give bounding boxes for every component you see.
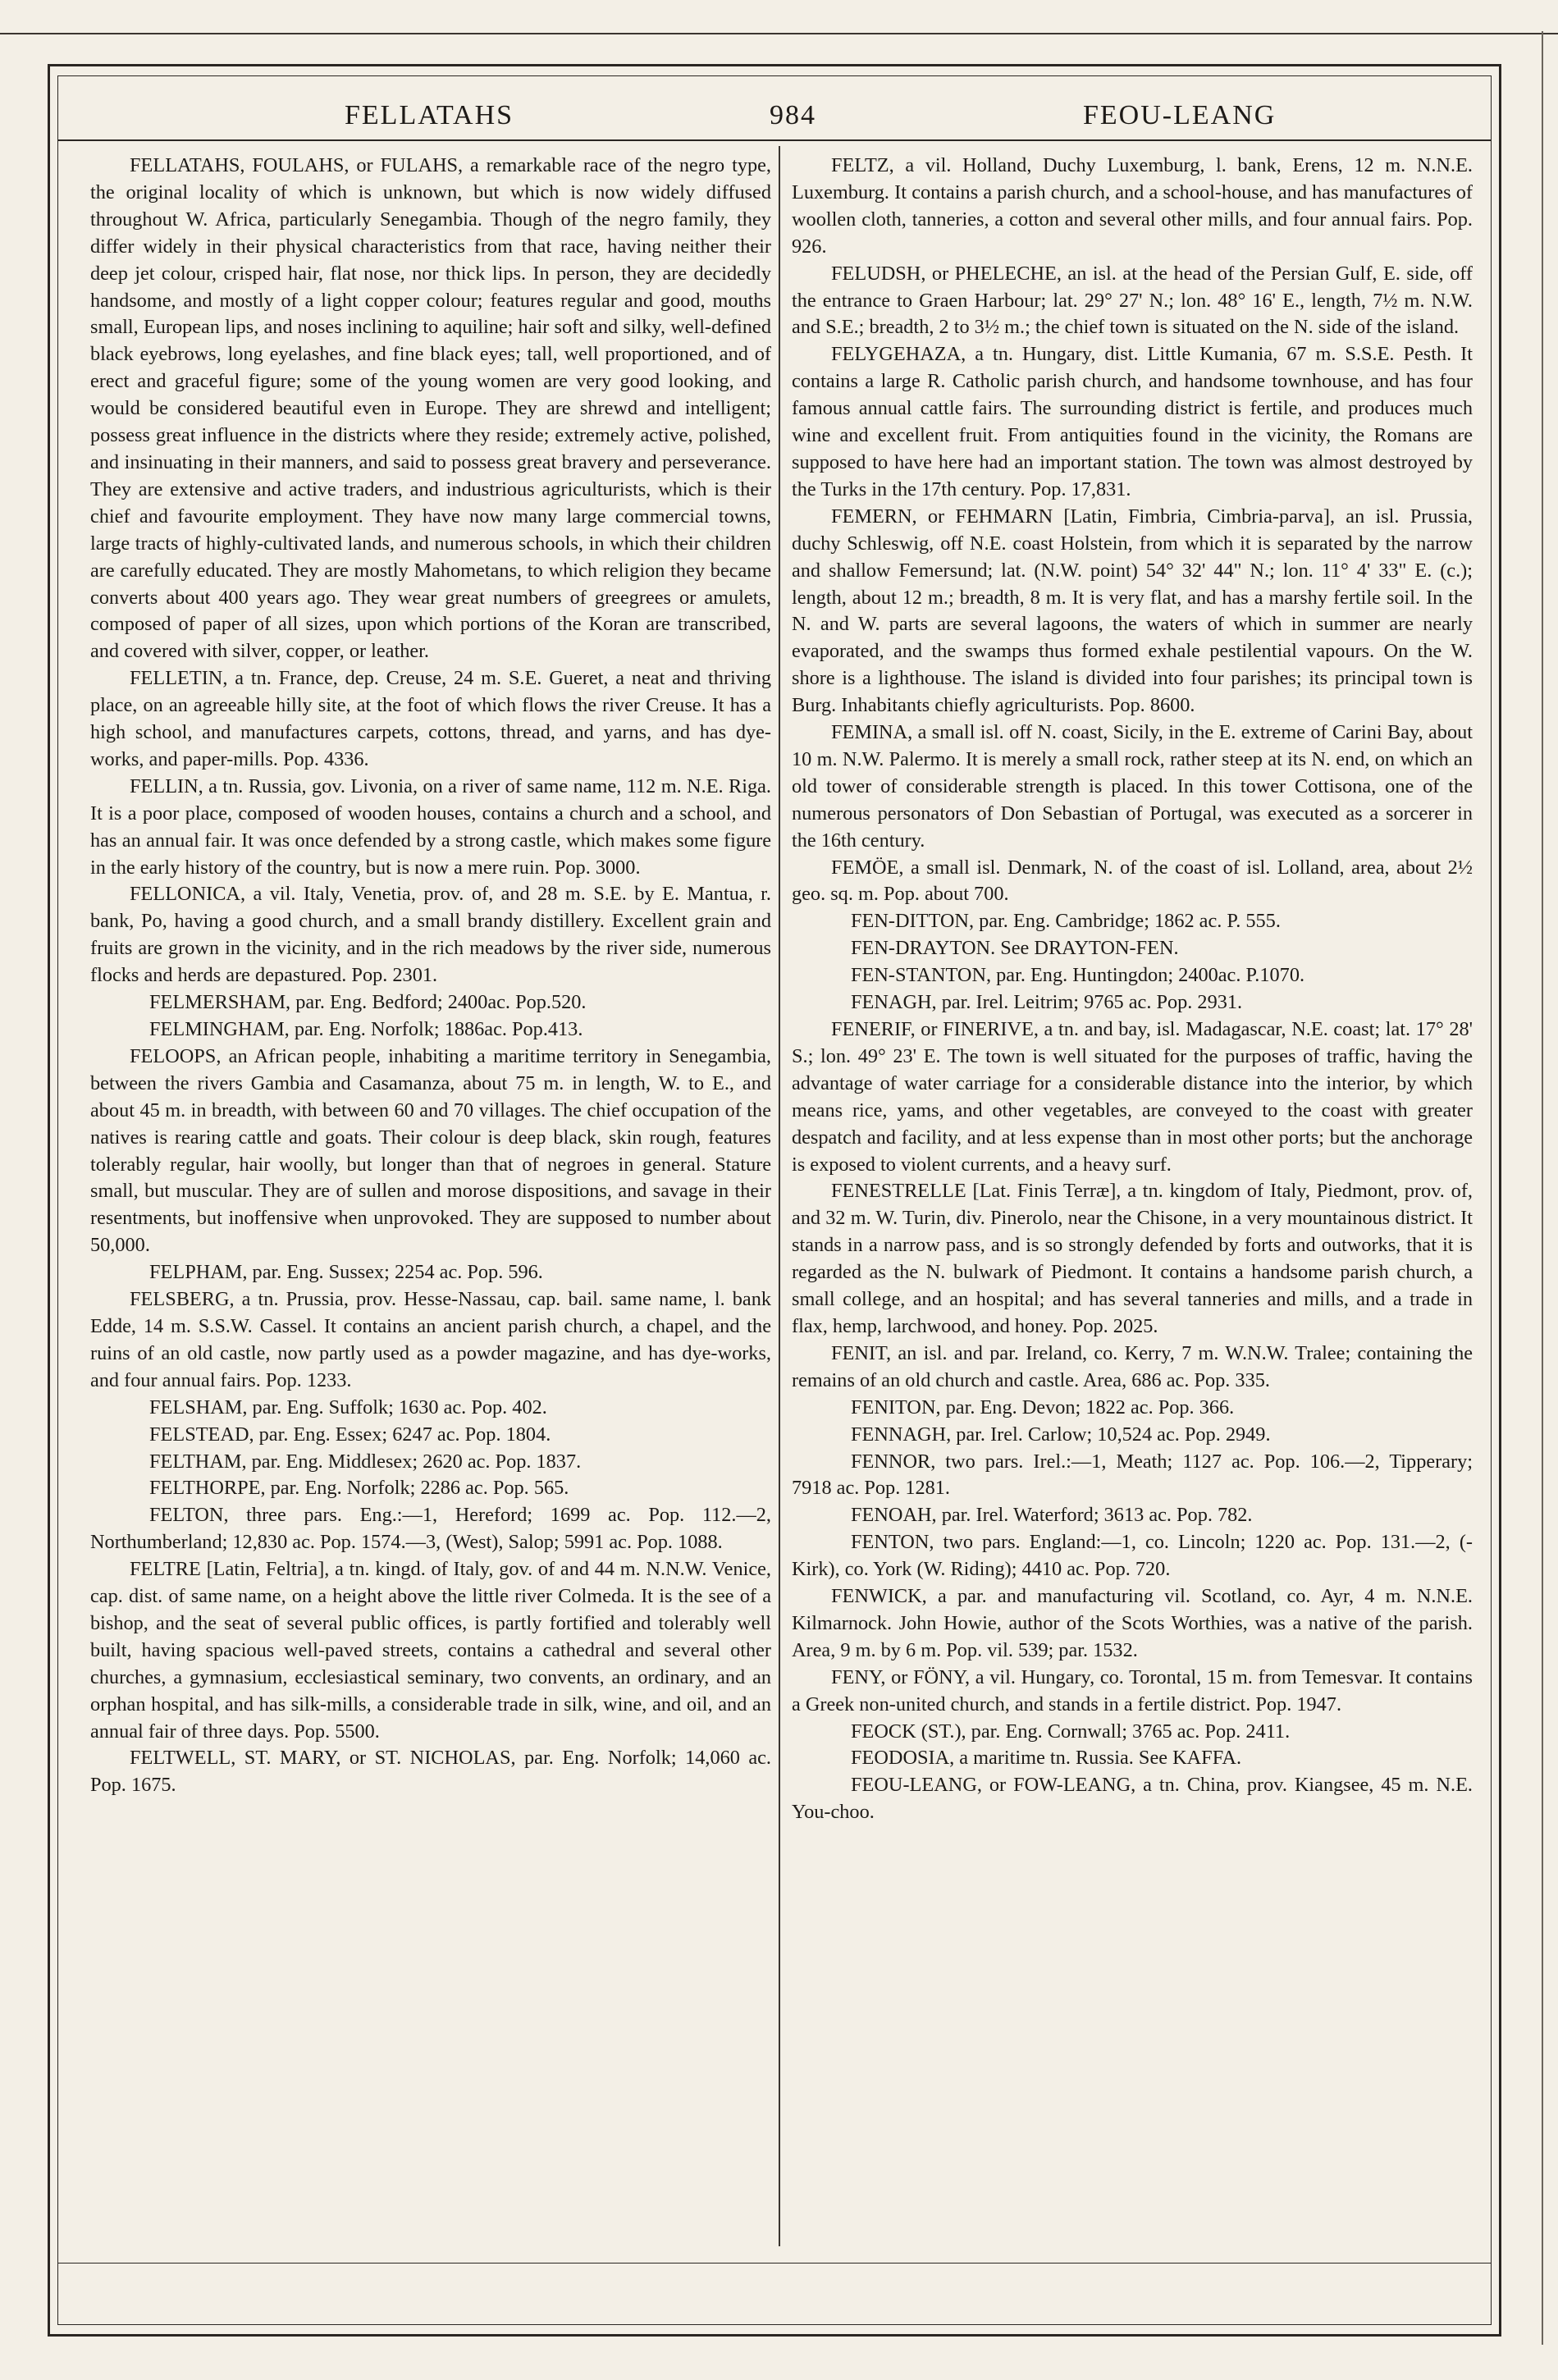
entry-feny: FENY, or FÖNY, a vil. Hungary, co. Torontal, 15 m. from Temesvar. It contains a Greek non-united church, and stands in a fertile district. Pop. 1947. (792, 1665, 1473, 1715)
entry-feltre: FELTRE [Latin, Feltria], a tn. kingd. of Italy, gov. of and 44 m. N.N.W. Venice, cap. dist. of same name, on a height above the little river Colmeda. It is the see of a bishop, and the seat of several public offices, is partly fortified and tolerably well built, having spacious well-paved streets, contains a cathedral and several other churches, a gymnasium, ecclesiastical seminary, two convents, an ordinary, and an orphan hospital, and has silk-mills, a considerable trade in silk, wine, and oil, and an annual fair of three days. Pop. 5500. (90, 1558, 771, 1743)
entry-felmersham: FELMERSHAM, par. Eng. Bedford; 2400ac. Pop.520. (149, 991, 587, 1014)
entry-felletin: FELLETIN, a tn. France, dep. Creuse, 24 m. S.E. Gueret, a neat and thriving place, on an agreeable hilly site, at the foot of which flows the river Creuse. It has a high school, and manufactures carpets, cottons, thread, and yarns, and has dye-works, and paper-mills. Pop. 4336. (90, 667, 771, 770)
bottom-rule (57, 2263, 1492, 2264)
header-right-word: FEOU-LEANG (1083, 100, 1277, 130)
entry-feodosia: FEODOSIA, a maritime tn. Russia. See KAFFA. (851, 1747, 1242, 1770)
entry-felton: FELTON, three pars. Eng.:—1, Hereford; 1699 ac. Pop. 112.—2, Northumberland; 12,830 ac. Pop. 1574.—3, (West), Salop; 5991 ac. Pop. 1088. (90, 1504, 771, 1554)
entry-feou-leang: FEOU-LEANG, or FOW-LEANG, a tn. China, prov. Kiangsee, 45 m. N.E. You-choo. (792, 1774, 1473, 1824)
entry-fen-drayton: FEN-DRAYTON. See DRAYTON-FEN. (851, 937, 1179, 960)
entry-fellin: FELLIN, a tn. Russia, gov. Livonia, on a river of same name, 112 m. N.E. Riga. It is a poor place, composed of wooden houses, contains a church and a school, and has an annual fair. It was once defended by a strong castle, which makes some figure in the early history of the country, but is now a mere ruin. Pop. 3000. (90, 774, 771, 879)
entry-fenagh: FENAGH, par. Irel. Leitrim; 9765 ac. Pop. 2931. (851, 991, 1243, 1014)
entry-feock: FEOCK (ST.), par. Eng. Cornwall; 3765 ac. Pop. 2411. (851, 1720, 1291, 1743)
entry-fenit: FENIT, an isl. and par. Ireland, co. Kerry, 7 m. W.N.W. Tralee; containing the remains of an old church and castle. Area, 686 ac. Pop. 335. (792, 1341, 1473, 1391)
column-divider (779, 146, 780, 2246)
entry-femina: FEMINA, a small isl. off N. coast, Sicily, in the E. extreme of Carini Bay, about 10 m. N.W. Palermo. It is merely a small rock, rather steep at its N. end, on which an old tower of considerable strength is placed. In this tower Cottisona, one of the numerous personators of Don Sebastian of Portugal, was executed as a sorcerer in the 16th century. (792, 721, 1473, 852)
entry-fenestrelle: FENESTRELLE [Lat. Finis Terræ], a tn. kingdom of Italy, Piedmont, prov. of, and 32 m. W. Turin, div. Pinerolo, near the Chisone, in a very mountainous district. It stands in a narrow pass, and is so strongly defended by forts and outworks, that it is regarded as the N. bulwark of Piedmont. It contains a handsome parish church, a small college, and an hospital; and has several tanneries and mills, and a trade in flax, hemp, larchwood, and honey. Pop. 2025. (792, 1180, 1473, 1337)
entry-fenwick: FENWICK, a par. and manufacturing vil. Scotland, co. Ayr, 4 m. N.N.E. Kilmarnock. John Howie, author of the Scots Worthies, was a native of the parish. Area, 9 m. by 6 m. Pop. vil. 539; par. 1532. (792, 1585, 1473, 1661)
header-rule (57, 139, 1492, 141)
entry-feltham: FELTHAM, par. Eng. Middlesex; 2620 ac. Pop. 1837. (149, 1450, 582, 1473)
entry-felthorpe: FELTHORPE, par. Eng. Norfolk; 2286 ac. Pop. 565. (149, 1477, 569, 1500)
entry-feltwell: FELTWELL, ST. MARY, or ST. NICHOLAS, par. Eng. Norfolk; 14,060 ac. Pop. 1675. (90, 1747, 771, 1797)
entry-fen-ditton: FEN-DITTON, par. Eng. Cambridge; 1862 ac. P. 555. (851, 910, 1281, 933)
entry-felpham: FELPHAM, par. Eng. Sussex; 2254 ac. Pop. 596. (149, 1261, 543, 1284)
page-number: 984 (770, 100, 816, 130)
entry-felsham: FELSHAM, par. Eng. Suffolk; 1630 ac. Pop. 402. (149, 1396, 547, 1418)
entry-fenoah: FENOAH, par. Irel. Waterford; 3613 ac. Pop. 782. (851, 1504, 1253, 1527)
right-column (792, 153, 1473, 1826)
entry-fennor: FENNOR, two pars. Irel.:—1, Meath; 1127 ac. Pop. 106.—2, Tipperary; 7918 ac. Pop. 1281. (792, 1450, 1473, 1500)
entry-fenerif: FENERIF, or FINERIVE, a tn. and bay, isl. Madagascar, N.E. coast; lat. 17° 28' S.; lon. 49° 23' E. The town is well situated for the purposes of traffic, having the advantage of water carriage for a considerable distance into the interior, by which means rice, yams, and other vegetables, are conveyed to the coast with greater despatch and facility, and at less expense than in most other ports; but the anchorage is exposed to violent currents, and a heavy surf. (792, 1018, 1473, 1176)
entry-fen-stanton: FEN-STANTON, par. Eng. Huntingdon; 2400ac. P.1070. (851, 964, 1305, 987)
entry-felygehaza: FELYGEHAZA, a tn. Hungary, dist. Little Kumania, 67 m. S.S.E. Pesth. It contains a large R. Catholic parish church, and handsome townhouse, and has four famous annual cattle fairs. The surrounding district is fertile, and produces much wine and excellent fruit. From antiquities found in the vicinity, the Romans are supposed to have here had an important station. The town was almost destroyed by the Turks in the 17th century. Pop. 17,831. (792, 343, 1473, 500)
entry-feniton: FENITON, par. Eng. Devon; 1822 ac. Pop. 366. (851, 1396, 1235, 1418)
entry-feludsh: FELUDSH, or PHELECHE, an isl. at the head of the Persian Gulf, E. side, off the entrance to Graen Harbour; lat. 29° 27' N.; lon. 48° 16' E., length, 7½ m. N.W. and S.E.; breadth, 2 to 3½ m.; the chief town is situated on the N. side of the island. (792, 262, 1473, 339)
entry-fennagh: FENNAGH, par. Irel. Carlow; 10,524 ac. Pop. 2949. (851, 1423, 1271, 1446)
running-header (57, 92, 1492, 141)
entry-fellatahs: FELLATAHS, FOULAHS, or FULAHS, a remarkable race of the negro type, the original locality of which is unknown, but which is now widely diffused throughout W. Africa, particularly Senegambia. Though of the negro family, they differ widely in their physical characteristics from that race, having neither their deep jet colour, crisped hair, flat nose, nor thick lips. In person, they are decidedly handsome, and mostly of a light copper colour; features regular and good, mouths small, European lips, and noses inclining to aquiline; hair soft and silky, well-defined black eyebrows, long eyelashes, and fine black eyes; tall, well proportioned, and of erect and graceful figure; some of the young women are very good looking, and would be considered beautiful even in Europe. They are shrewd and intelligent; possess great influence in the districts where they reside; extremely active, polished, and insinuating in their manners, and said to possess great bravery and perseverance. They are extensive and active traders, and industrious agriculturists, which is their chief and favourite employment. They have now many large commercial towns, large tracts of highly-cultivated lands, and numerous schools, in which their children are carefully educated. They are mostly Mahometans, to which religion they became converts about 400 years ago. They wear great numbers of greegrees or amulets, composed of paper of all sizes, upon which portions of the Koran are transcribed, and covered with silver, copper, or leather. (90, 154, 771, 663)
entry-felstead: FELSTEAD, par. Eng. Essex; 6247 ac. Pop. 1804. (149, 1423, 551, 1446)
page-edge (1542, 31, 1551, 2345)
entry-femern: FEMERN, or FEHMARN [Latin, Fimbria, Cimbria-parva], an isl. Prussia, duchy Schleswig, off N.E. coast Holstein, from which it is separated by the narrow and shallow Femersund; lat. (N.W. point) 54° 32' 44" N.; lon. 11° 4' 33" E. (c.); length, about 12 m.; breadth, 8 m. It is very flat, and has a marshy fertile soil. In the N. and W. parts are several lagoons, the waters of which in summer are nearly evaporated, and the swamps thus formed exhale pestilential vapours. On the W. shore is a lighthouse. The island is divided into four parishes; its principal town is Burg. Inhabitants chiefly agriculturists. Pop. 8600. (792, 505, 1473, 717)
entry-felsberg: FELSBERG, a tn. Prussia, prov. Hesse-Nassau, cap. bail. same name, l. bank Edde, 14 m. S.S.W. Cassel. It contains an ancient parish church, a chapel, and the ruins of an old castle, now partly used as a powder magazine, and has dye-works, and four annual fairs. Pop. 1233. (90, 1288, 771, 1391)
entry-fellonica: FELLONICA, a vil. Italy, Venetia, prov. of, and 28 m. S.E. by E. Mantua, r. bank, Po, having a good church, and a small brandy distillery. Excellent grain and fruits are grown in the vicinity, and in the rich meadows by the river side, numerous flocks and herds are depastured. Pop. 2301. (90, 883, 771, 987)
top-rule (0, 33, 1558, 34)
entry-felmingham: FELMINGHAM, par. Eng. Norfolk; 1886ac. Pop.413. (149, 1018, 583, 1040)
header-left-word: FELLATAHS (345, 100, 514, 130)
entry-feltz: FELTZ, a vil. Holland, Duchy Luxemburg, l. bank, Erens, 12 m. N.N.E. Luxemburg. It contains a parish church, and a school-house, and has manufactures of woollen cloth, tanneries, a cotton and several other mills, and four annual fairs. Pop. 926. (792, 154, 1473, 258)
left-column (90, 153, 771, 1799)
entry-femoe: FEMÖE, a small isl. Denmark, N. of the coast of isl. Lolland, area, about 2½ geo. sq. m. Pop. about 700. (792, 856, 1473, 906)
entry-feloops: FELOOPS, an African people, inhabiting a maritime territory in Senegambia, between the rivers Gambia and Casamanza, about 75 m. in length, W. to E., and about 45 m. in breadth, with between 60 and 70 villages. The chief occupation of the natives is rearing cattle and goats. Their colour is deep black, skin rough, features tolerably regular, hair woolly, but longer than that of negroes in general. Stature small, but muscular. They are of sullen and morose dispositions, and savage in their resentments, but inoffensive when unprovoked. They are supposed to number about 50,000. (90, 1044, 771, 1257)
entry-fenton: FENTON, two pars. England:—1, co. Lincoln; 1220 ac. Pop. 131.—2, (-Kirk), co. York (W. Riding); 4410 ac. Pop. 720. (792, 1531, 1473, 1581)
